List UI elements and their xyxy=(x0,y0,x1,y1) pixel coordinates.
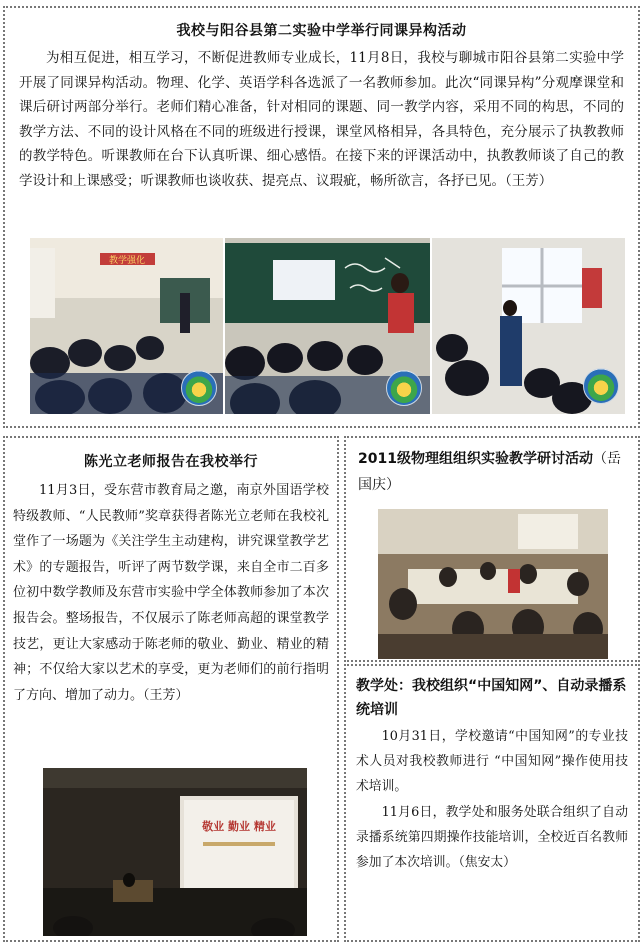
screen-text: 敬业 勤业 精业 xyxy=(202,820,276,833)
article-physics-group xyxy=(344,436,640,662)
school-logo-icon xyxy=(181,370,217,406)
article-title: 教学处：我校组织“中国知网”、自动录播系统培训 xyxy=(356,678,627,718)
article-report-chen-guangli xyxy=(3,436,339,942)
article-author: （岳国庆） xyxy=(358,451,621,493)
board-text: 教学强化 xyxy=(108,256,146,266)
article-paragraph: 11月6日，教学处和服务处联合组织了自动录播系统第四期操作技能培训，全校近百名教师参加了本次培训。（焦安太） xyxy=(356,804,628,871)
school-logo-icon xyxy=(386,370,422,406)
article-body: 为相互促进，相互学习，不断促进教师专业成长，11月8日，我校与聊城市阳谷县第二实验中学开展了同课异构活动。物理、化学、英语学科各选派了一名教师参加。此次“同课异构”分观摩课堂和课后研讨两部分举行。老师们精心准备，针对相同的课题、同一教学内容，采用不同的构思，不同的教学方法、不同的设计风格在不同的班级进行授课，课堂风格相异，各具特色，充分展示了执教教师的教学特色。听课教师在台下认真听课、细心感悟。在接下来的评课活动中，执教教师谈了自己的教学设计和上课感受；听课教师也谈收获、提亮点、议瑕疵，畅所欲言，各抒已见。（王芳） xyxy=(19,50,624,189)
school-logo-icon xyxy=(583,368,619,404)
classroom-photo-2 xyxy=(225,238,430,414)
classroom-photo-3 xyxy=(432,238,625,414)
classroom-photo-1 xyxy=(30,238,223,414)
article-title: 陈光立老师报告在我校举行 xyxy=(84,454,258,470)
article-title: 2011级物理组组织实验教学研讨活动 xyxy=(358,451,593,467)
article-title: 我校与阳谷县第二实验中学举行同课异构活动 xyxy=(176,23,467,39)
article-body: 11月3日，受东营市教育局之邀，南京外国语学校特级教师、“人民教师”奖章获得者陈光立老师在我校礼堂作了一场题为《关注学生主动建构，讲究课堂教学艺术》的专题报告，听评了两节数学课，来自全市二百多位初中数学教师及东营市实验中学全体教师参加了本次报告会。整场报告，不仅展示了陈老师高超的课堂教学技艺，更让大家感动于陈老师的敬业、勤业、精业的精神；不仅给大家以艺术的享受，更为老师们的前行指明了方向、增加了动力。（王芳） xyxy=(13,483,329,703)
auditorium-photo xyxy=(43,768,307,936)
article-same-lesson-activity xyxy=(3,6,640,428)
seminar-photo xyxy=(378,509,608,659)
article-training xyxy=(344,664,640,942)
article-paragraph: 10月31日，学校邀请“中国知网”的专业技术人员对我校教师进行 “中国知网”操作使用技术培训。 xyxy=(356,729,628,795)
